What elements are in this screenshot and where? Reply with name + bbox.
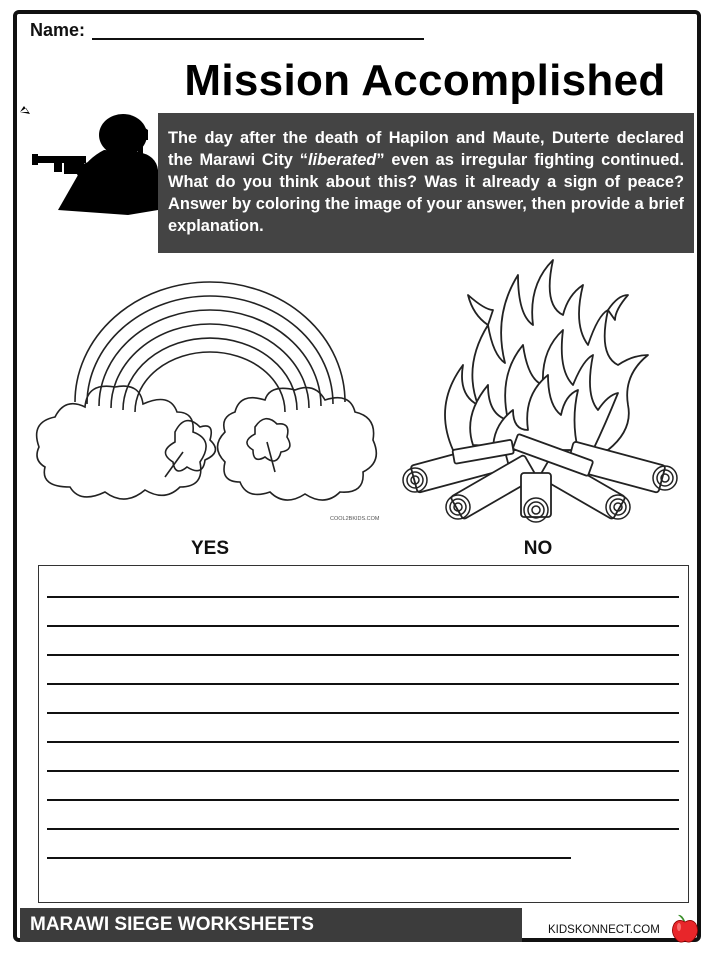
footer-title: MARAWI SIEGE WORKSHEETS [30, 914, 314, 935]
soldier-silhouette-icon [18, 100, 163, 222]
answer-line[interactable] [47, 625, 679, 627]
campfire-coloring-image[interactable] [393, 255, 683, 525]
name-line[interactable] [92, 38, 424, 40]
intro-text-start: The day after the death of Hapilon and Maute, Duterte declared the Marawi City “ [168, 129, 684, 169]
rainbow-credit: COOL2BKIDS.COM [330, 516, 380, 522]
footer-site[interactable]: KIDSKONNECT.COM [548, 924, 660, 936]
answer-line[interactable] [47, 828, 679, 830]
answer-line[interactable] [47, 741, 679, 743]
worksheet-title: Mission Accomplished [184, 56, 666, 105]
name-label: Name: [30, 20, 86, 40]
answer-line[interactable] [47, 654, 679, 656]
answer-line[interactable] [47, 683, 679, 685]
apple-icon [670, 912, 700, 944]
answer-line[interactable] [47, 596, 679, 598]
intro-text-end: ” even as irregular fighting continued. What do you think about this? Was it already a sign of peace? Answer by coloring the image of your answer, then provide a brief explanation. [168, 151, 685, 235]
answer-line[interactable] [47, 857, 571, 859]
intro-text [158, 113, 694, 253]
rainbow-coloring-image[interactable] [25, 272, 387, 526]
answer-box[interactable] [38, 565, 689, 903]
answer-line[interactable] [47, 770, 679, 772]
yes-label: YES [190, 538, 230, 559]
intro-emphasis: liberated [308, 151, 377, 169]
no-label: NO [523, 538, 553, 559]
answer-line[interactable] [47, 799, 679, 801]
answer-line[interactable] [47, 712, 679, 714]
